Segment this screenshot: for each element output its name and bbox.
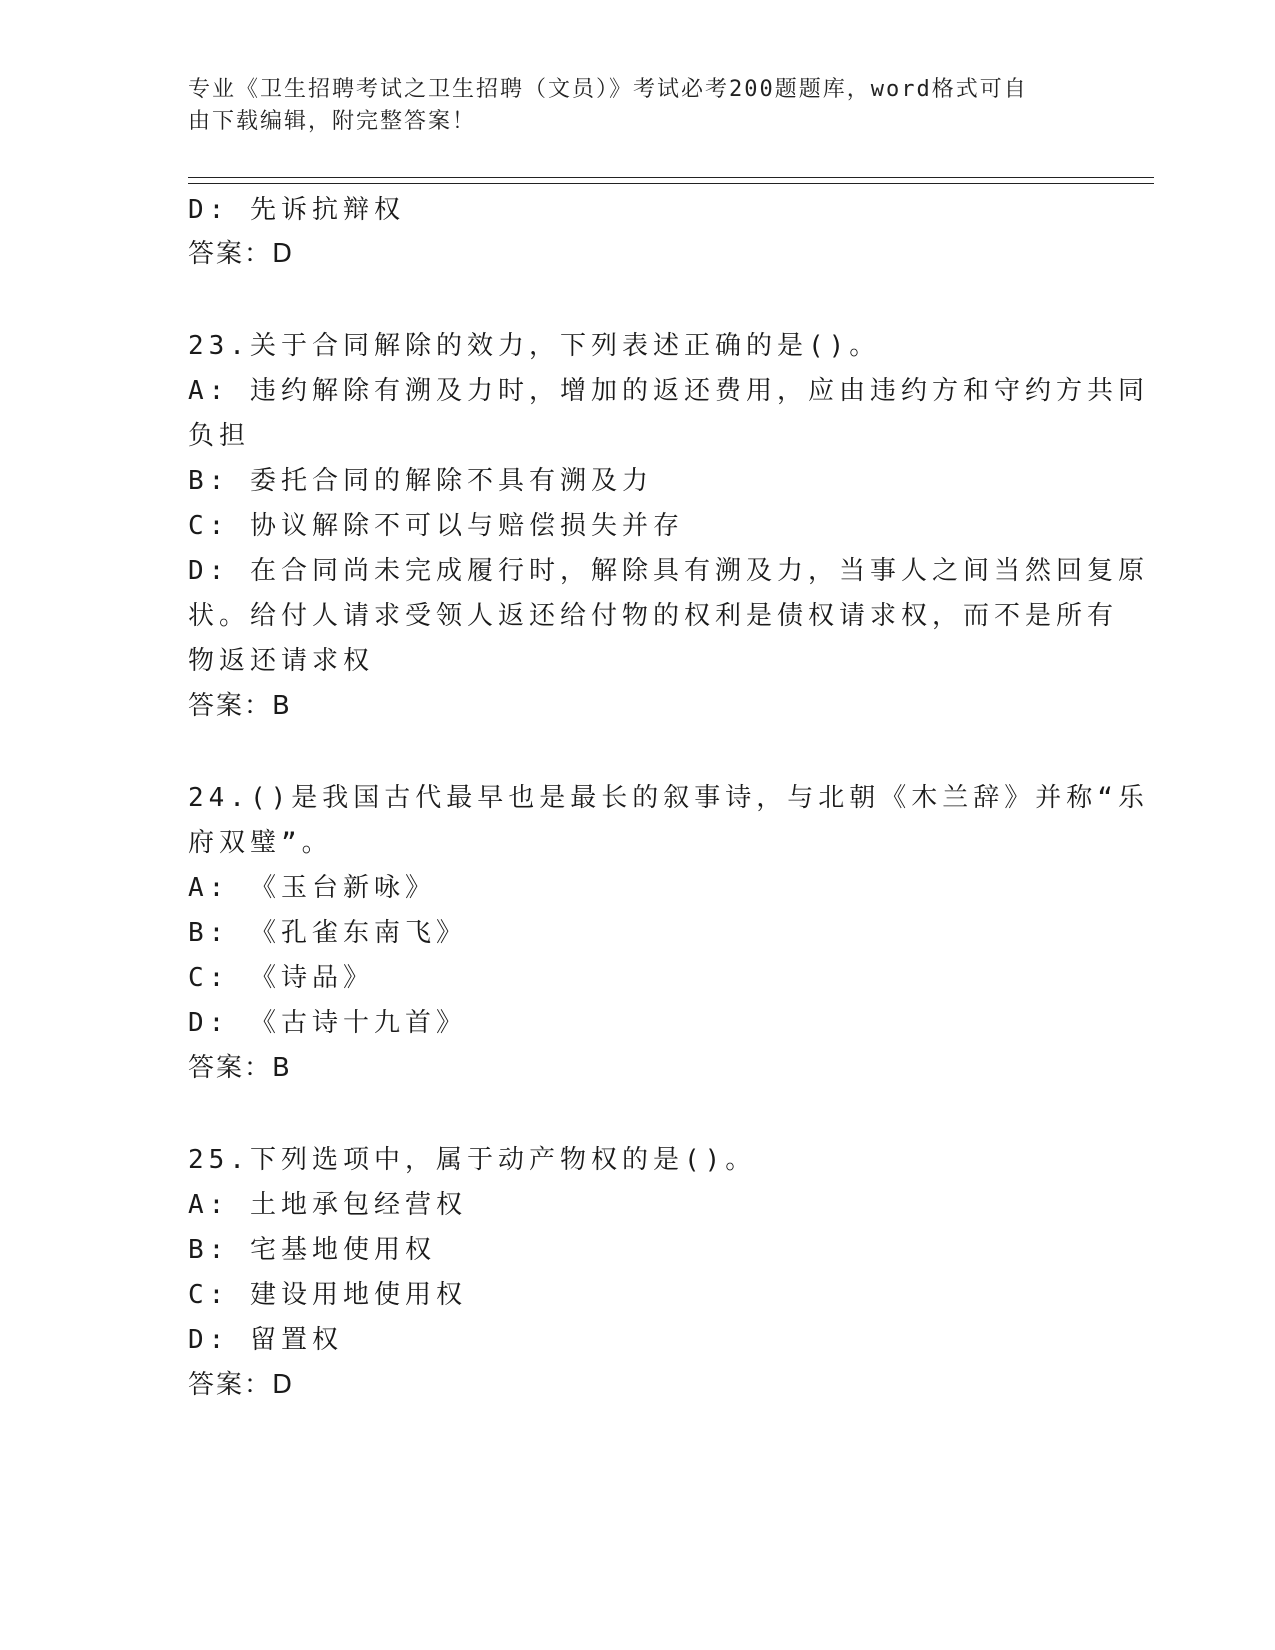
q23-option-d-line-3: 物返还请求权: [188, 646, 375, 676]
q24-option-a: A: 《玉台新咏》: [188, 873, 436, 903]
q25-answer: 答案：D: [188, 1370, 295, 1400]
document-header: [188, 74, 1068, 138]
q25-option-c: C: 建设用地使用权: [188, 1280, 467, 1310]
q22-answer: 答案：D: [188, 239, 295, 269]
q25-option-b: B: 宅基地使用权: [188, 1235, 436, 1265]
q24-option-d: D: 《古诗十九首》: [188, 1008, 467, 1038]
q23-answer: 答案：B: [188, 691, 292, 721]
q23-option-d-line-1: D: 在合同尚未完成履行时，解除具有溯及力，当事人之间当然回复原: [188, 556, 1149, 586]
q25-question: 25.下列选项中，属于动产物权的是()。: [188, 1145, 757, 1175]
header-divider-bottom: [188, 183, 1154, 184]
header-divider-top: [188, 177, 1154, 178]
q24-option-b: B: 《孔雀东南飞》: [188, 918, 467, 948]
q22-option-d: D: 先诉抗辩权: [188, 195, 405, 225]
q24-question-line-1: 24.()是我国古代最早也是最长的叙事诗，与北朝《木兰辞》并称“乐: [188, 783, 1149, 813]
q23-option-a-line-2: 负担: [188, 421, 251, 451]
q25-option-a: A: 土地承包经营权: [188, 1190, 467, 1220]
q23-option-a-line-1: A: 违约解除有溯及力时，增加的返还费用，应由违约方和守约方共同: [188, 376, 1149, 406]
q23-option-c: C: 协议解除不可以与赔偿损失并存: [188, 511, 684, 541]
q23-option-b: B: 委托合同的解除不具有溯及力: [188, 466, 653, 496]
q24-option-c: C: 《诗品》: [188, 963, 374, 993]
q24-answer: 答案：B: [188, 1053, 292, 1083]
q23-option-d-line-2: 状。给付人请求受领人返还给付物的权利是债权请求权，而不是所有: [188, 601, 1119, 631]
q25-option-d: D: 留置权: [188, 1325, 343, 1355]
q24-question-line-2: 府双璧”。: [188, 828, 333, 858]
header-line-2: 由下载编辑，附完整答案！: [188, 109, 477, 134]
header-line-1: 专业《卫生招聘考试之卫生招聘（文员）》考试必考200题题库，word格式可自: [188, 77, 1028, 102]
q23-question: 23.关于合同解除的效力，下列表述正确的是()。: [188, 331, 881, 361]
